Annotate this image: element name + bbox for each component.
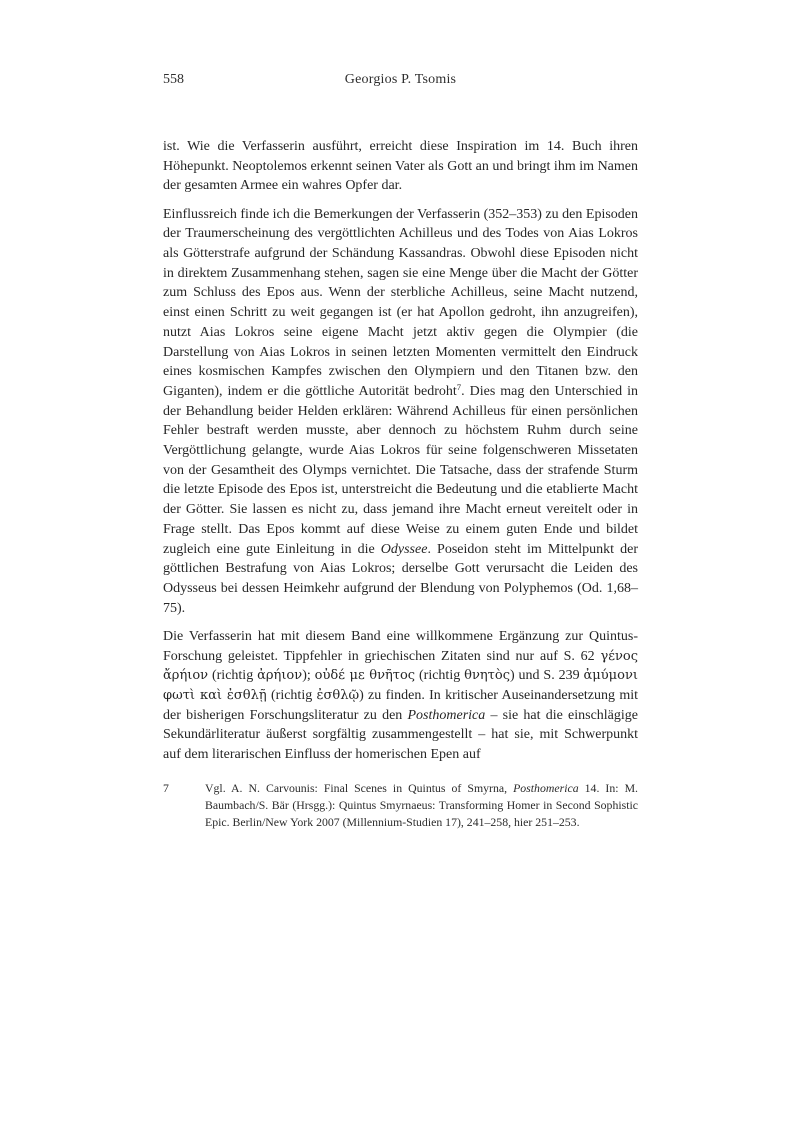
page-number: 558	[163, 72, 184, 87]
page-header	[163, 70, 638, 90]
body-text	[163, 137, 638, 765]
footnote-number: 7	[163, 780, 169, 795]
footnote-7	[163, 780, 638, 831]
footnote-text: Vgl. A. N. Carvounis: Final Scenes in Quintus of Smyrna, Posthomerica 14. In: M. Baumbach/S. Bär (Hrsgg.): Quintus Smyrnaeus: Transforming Homer in Second Sophistic Epic. Berlin/New York 2007 (Millennium-Studien 17), 241–258, hier 251–253.	[205, 780, 639, 829]
paragraph-continuation: ist. Wie die Verfasserin ausführt, erreicht diese Inspiration im 14. Buch ihren Höhepunkt. Neoptolemos erkennt seinen Vater als Gott an und bringt ihm im Namen der gesamten Armee ein wahres Opfer dar.	[163, 139, 638, 194]
running-head: Georgios P. Tsomis	[344, 72, 457, 87]
footnote-area	[163, 780, 638, 831]
paragraph-conclusion: Die Verfasserin hat mit diesem Band eine willkommene Ergänzung zur Quintus-Forschung geleistet. Tippfehler in griechischen Zitaten sind nur auf S. 62 γένος ἄρήιον (richtig ἀρήιον); οὐδέ με θνῆτος (richtig θνητὸς) und S. 239 ἀμύμονι φωτὶ καὶ ἐσθλῇ (richtig ἐσθλῷ) zu finden. In kritischer Auseinandersetzung mit der bisherigen Forschungsliteratur zu den Posthomerica – sie hat die einschlägige Sekundärliteratur äußerst sorgfältig zusammengestellt – hat sie, mit Schwerpunkt auf dem literarischen Einfluss der homerischen Epen auf	[163, 628, 638, 763]
text-column	[163, 70, 638, 831]
paragraph-episodes: Einflussreich finde ich die Bemerkungen der Verfasserin (352–353) zu den Episoden der Traumerscheinung des vergöttlichten Achilleus und des Todes von Aias Lokros als Götterstrafe aufgrund der Schändung Kassandras. Obwohl diese Episoden nicht in direktem Zusammenhang stehen, sagen sie eine Menge über die Macht der Götter zum Schluss des Epos aus. Wenn der sterbliche Achilleus, seine Macht nutzend, einst einen Schritt zu weit gegangen ist (er hat Apollon gedroht, ihn anzugreifen), nutzt Aias Lokros seine eigene Macht jetzt aktiv gegen die Olympier (die Darstellung von Aias Lokros in seinen letzten Momenten vermittelt den Eindruck eines kosmischen Kampfes zwischen den Olympiern und den Titanen bzw. den Giganten), indem er die göttliche Autorität bedroht$^7$. Dies mag den Unterschied in der Behandlung beider Helden erklären: Während Achilleus für einen persönlichen Fehler bestraft werden musste, aber dennoch zu höchstem Ruhm durch seine Vergöttlichung gelangte, wurde Aias Lokros für seine folgenschweren Missetaten von der Gesamtheit des Olymps vernichtet. Die Tatsache, dass der strafende Sturm die letzte Episode des Epos ist, unterstreicht die Bedeutung und die etablierte Macht der Götter. Sie lassen es nicht zu, dass jemand ihre Macht erneut vereitelt oder in Frage stellt. Das Epos kommt auf diese Weise zu einem guten Ende und bildet zugleich eine gute Einleitung in die Odyssee. Poseidon steht im Mittelpunkt der göttlichen Bestrafung von Aias Lokros; derselbe Gott verursacht die Leiden des Odysseus bei dessen Heimkehr aufgrund der Blendung von Polyphemos (Od. 1,68–75).	[163, 206, 638, 616]
